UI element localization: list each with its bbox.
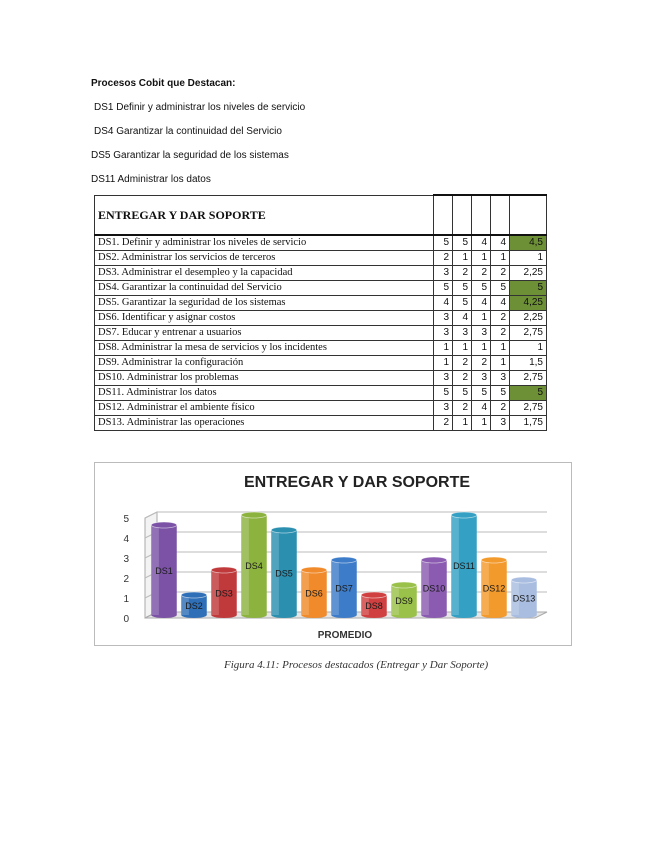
process-name: DS3. Administrar el desempleo y la capacidad <box>95 266 434 281</box>
score-cell: 1 <box>434 341 453 356</box>
table-row <box>95 296 547 311</box>
bar-top <box>391 582 417 588</box>
process-name: DS2. Administrar los servicios de terceros <box>95 251 434 266</box>
score-cell: 5 <box>472 386 491 401</box>
bar-top <box>151 522 177 528</box>
bar-top <box>421 557 447 563</box>
bar-ds6 <box>301 567 327 618</box>
average-cell: 2,75 <box>510 371 547 386</box>
score-cell: 5 <box>434 235 453 251</box>
process-name: DS9. Administrar la configuración <box>95 356 434 371</box>
score-cell: 5 <box>491 281 510 296</box>
score-cell: 4 <box>453 311 472 326</box>
bar-chart <box>95 463 571 645</box>
score-cell: 2 <box>453 266 472 281</box>
bar-top <box>331 557 357 563</box>
score-cell: 1 <box>472 251 491 266</box>
bar-label: DS6 <box>305 588 323 599</box>
bar-label: DS1 <box>155 566 173 576</box>
score-cell: 4 <box>472 235 491 251</box>
bar-ds8 <box>361 592 387 618</box>
table-row <box>95 326 547 341</box>
figure-caption: Figura 4.11: Procesos destacados (Entregar y Dar Soporte) <box>224 659 489 671</box>
bar-ds4 <box>241 512 267 618</box>
bar-ds12 <box>481 557 507 618</box>
score-cell: 3 <box>491 371 510 386</box>
bar-label: DS3 <box>215 588 233 599</box>
score-cell: 5 <box>491 386 510 401</box>
score-cell: 3 <box>453 326 472 341</box>
bar-label: DS10 <box>422 583 446 594</box>
table-row <box>95 281 547 296</box>
bar-label: DS9 <box>395 596 413 606</box>
average-cell: 4,25 <box>510 296 547 311</box>
score-cell: 3 <box>472 371 491 386</box>
bar-ds7 <box>331 557 357 618</box>
score-cell: 2 <box>491 401 510 416</box>
process-name: DS7. Educar y entrenar a usuarios <box>95 326 434 341</box>
score-cell: 2 <box>453 401 472 416</box>
score-cell: 3 <box>434 311 453 326</box>
score-cell: 3 <box>434 401 453 416</box>
table-row <box>95 356 547 371</box>
bar-ds5 <box>271 527 297 618</box>
bar-ds1 <box>151 522 177 618</box>
score-cell: 2 <box>491 326 510 341</box>
x-axis-label: PROMEDIO <box>317 630 373 641</box>
bar-top <box>271 527 297 533</box>
bar-top <box>511 577 537 583</box>
average-cell: 1 <box>510 341 547 356</box>
bar-label: DS5 <box>275 568 293 579</box>
y-tick-label: 0 <box>123 614 129 625</box>
score-cell: 5 <box>434 386 453 401</box>
bar-label: DS8 <box>365 601 383 611</box>
bar-label: DS13 <box>512 593 536 604</box>
bar-top <box>481 557 507 563</box>
score-cell: 2 <box>434 416 453 431</box>
process-name: DS11. Administrar los datos <box>95 386 434 401</box>
score-cell: 1 <box>453 251 472 266</box>
bar-label: DS12 <box>482 583 506 594</box>
score-cell: 5 <box>453 386 472 401</box>
intro-item-ds11: DS11 Administrar los datos <box>91 174 211 185</box>
process-name: DS1. Definir y administrar los niveles de servicio <box>95 235 434 251</box>
bar-label: DS7 <box>335 583 353 594</box>
average-cell: 2,75 <box>510 326 547 341</box>
bar-ds9 <box>391 582 417 618</box>
table-row <box>95 251 547 266</box>
bar-label: DS2 <box>185 601 203 611</box>
score-cell: 3 <box>491 416 510 431</box>
bar-ds2 <box>181 592 207 618</box>
average-cell: 2,25 <box>510 311 547 326</box>
score-cell: 3 <box>472 326 491 341</box>
bar-top <box>451 512 477 518</box>
score-cell: 2 <box>491 266 510 281</box>
score-cell: 4 <box>491 235 510 251</box>
table-row <box>95 266 547 281</box>
y-tick-label: 3 <box>123 554 129 565</box>
average-cell: 1,5 <box>510 356 547 371</box>
process-name: DS10. Administrar los problemas <box>95 371 434 386</box>
y-tick-label: 1 <box>123 594 129 605</box>
table-title: ENTREGAR Y DAR SOPORTE <box>95 195 434 235</box>
average-cell: 2,75 <box>510 401 547 416</box>
score-cell: 1 <box>491 341 510 356</box>
score-cell: 3 <box>434 326 453 341</box>
average-cell: 1,75 <box>510 416 547 431</box>
y-tick-label: 4 <box>123 534 129 545</box>
score-cell: 5 <box>453 296 472 311</box>
intro-item-ds1: DS1 Definir y administrar los niveles de servicio <box>94 102 306 113</box>
process-name: DS6. Identificar y asignar costos <box>95 311 434 326</box>
score-cell: 1 <box>472 341 491 356</box>
table-header-row <box>95 195 547 235</box>
average-cell: 5 <box>510 386 547 401</box>
y-tick-label: 2 <box>123 574 129 585</box>
process-name: DS8. Administrar la mesa de servicios y los incidentes <box>95 341 434 356</box>
score-cell: 1 <box>491 251 510 266</box>
score-cell: 5 <box>453 281 472 296</box>
score-cell: 5 <box>453 235 472 251</box>
process-name: DS5. Garantizar la seguridad de los sistemas <box>95 296 434 311</box>
score-cell: 1 <box>472 311 491 326</box>
average-cell: 2,25 <box>510 266 547 281</box>
average-cell: 4,5 <box>510 235 547 251</box>
score-cell: 1 <box>491 356 510 371</box>
score-cell: 2 <box>453 371 472 386</box>
average-cell: 1 <box>510 251 547 266</box>
score-cell: 1 <box>453 416 472 431</box>
score-cell: 1 <box>434 356 453 371</box>
table-row <box>95 386 547 401</box>
score-cell: 2 <box>434 251 453 266</box>
bar-top <box>181 592 207 598</box>
score-cell: 3 <box>434 266 453 281</box>
score-cell: 2 <box>491 311 510 326</box>
average-cell: 5 <box>510 281 547 296</box>
score-cell: 4 <box>472 296 491 311</box>
chart-container <box>94 462 572 646</box>
process-name: DS4. Garantizar la continuidad del Servicio <box>95 281 434 296</box>
score-cell: 2 <box>472 356 491 371</box>
score-cell: 2 <box>453 356 472 371</box>
score-cell: 2 <box>472 266 491 281</box>
chart-title: ENTREGAR Y DAR SOPORTE <box>243 474 471 491</box>
intro-heading: Procesos Cobit que Destacan: <box>91 78 236 89</box>
intro-item-ds5: DS5 Garantizar la seguridad de los sistemas <box>91 150 289 161</box>
bar-label: DS4 <box>245 561 263 571</box>
score-cell: 3 <box>434 371 453 386</box>
table-row <box>95 341 547 356</box>
bar-ds11 <box>451 512 477 618</box>
score-cell: 1 <box>453 341 472 356</box>
score-cell: 4 <box>491 296 510 311</box>
table-row <box>95 235 547 251</box>
process-name: DS12. Administrar el ambiente físico <box>95 401 434 416</box>
table-row <box>95 416 547 431</box>
bar-ds10 <box>421 557 447 618</box>
bar-top <box>301 567 327 573</box>
process-name: DS13. Administrar las operaciones <box>95 416 434 431</box>
ds-evaluation-table <box>94 194 547 431</box>
y-tick-label: 5 <box>123 514 129 525</box>
score-cell: 1 <box>472 416 491 431</box>
bar-ds3 <box>211 567 237 618</box>
bar-ds13 <box>511 577 537 618</box>
score-cell: 4 <box>472 401 491 416</box>
table-row <box>95 371 547 386</box>
score-cell: 5 <box>434 281 453 296</box>
bar-top <box>211 567 237 573</box>
table-row <box>95 401 547 416</box>
bar-top <box>361 592 387 598</box>
bar-top <box>241 512 267 518</box>
intro-item-ds4: DS4 Garantizar la continuidad del Servicio <box>94 126 282 137</box>
table-row <box>95 311 547 326</box>
score-cell: 5 <box>472 281 491 296</box>
score-cell: 4 <box>434 296 453 311</box>
bar-label: DS11 <box>453 561 475 571</box>
